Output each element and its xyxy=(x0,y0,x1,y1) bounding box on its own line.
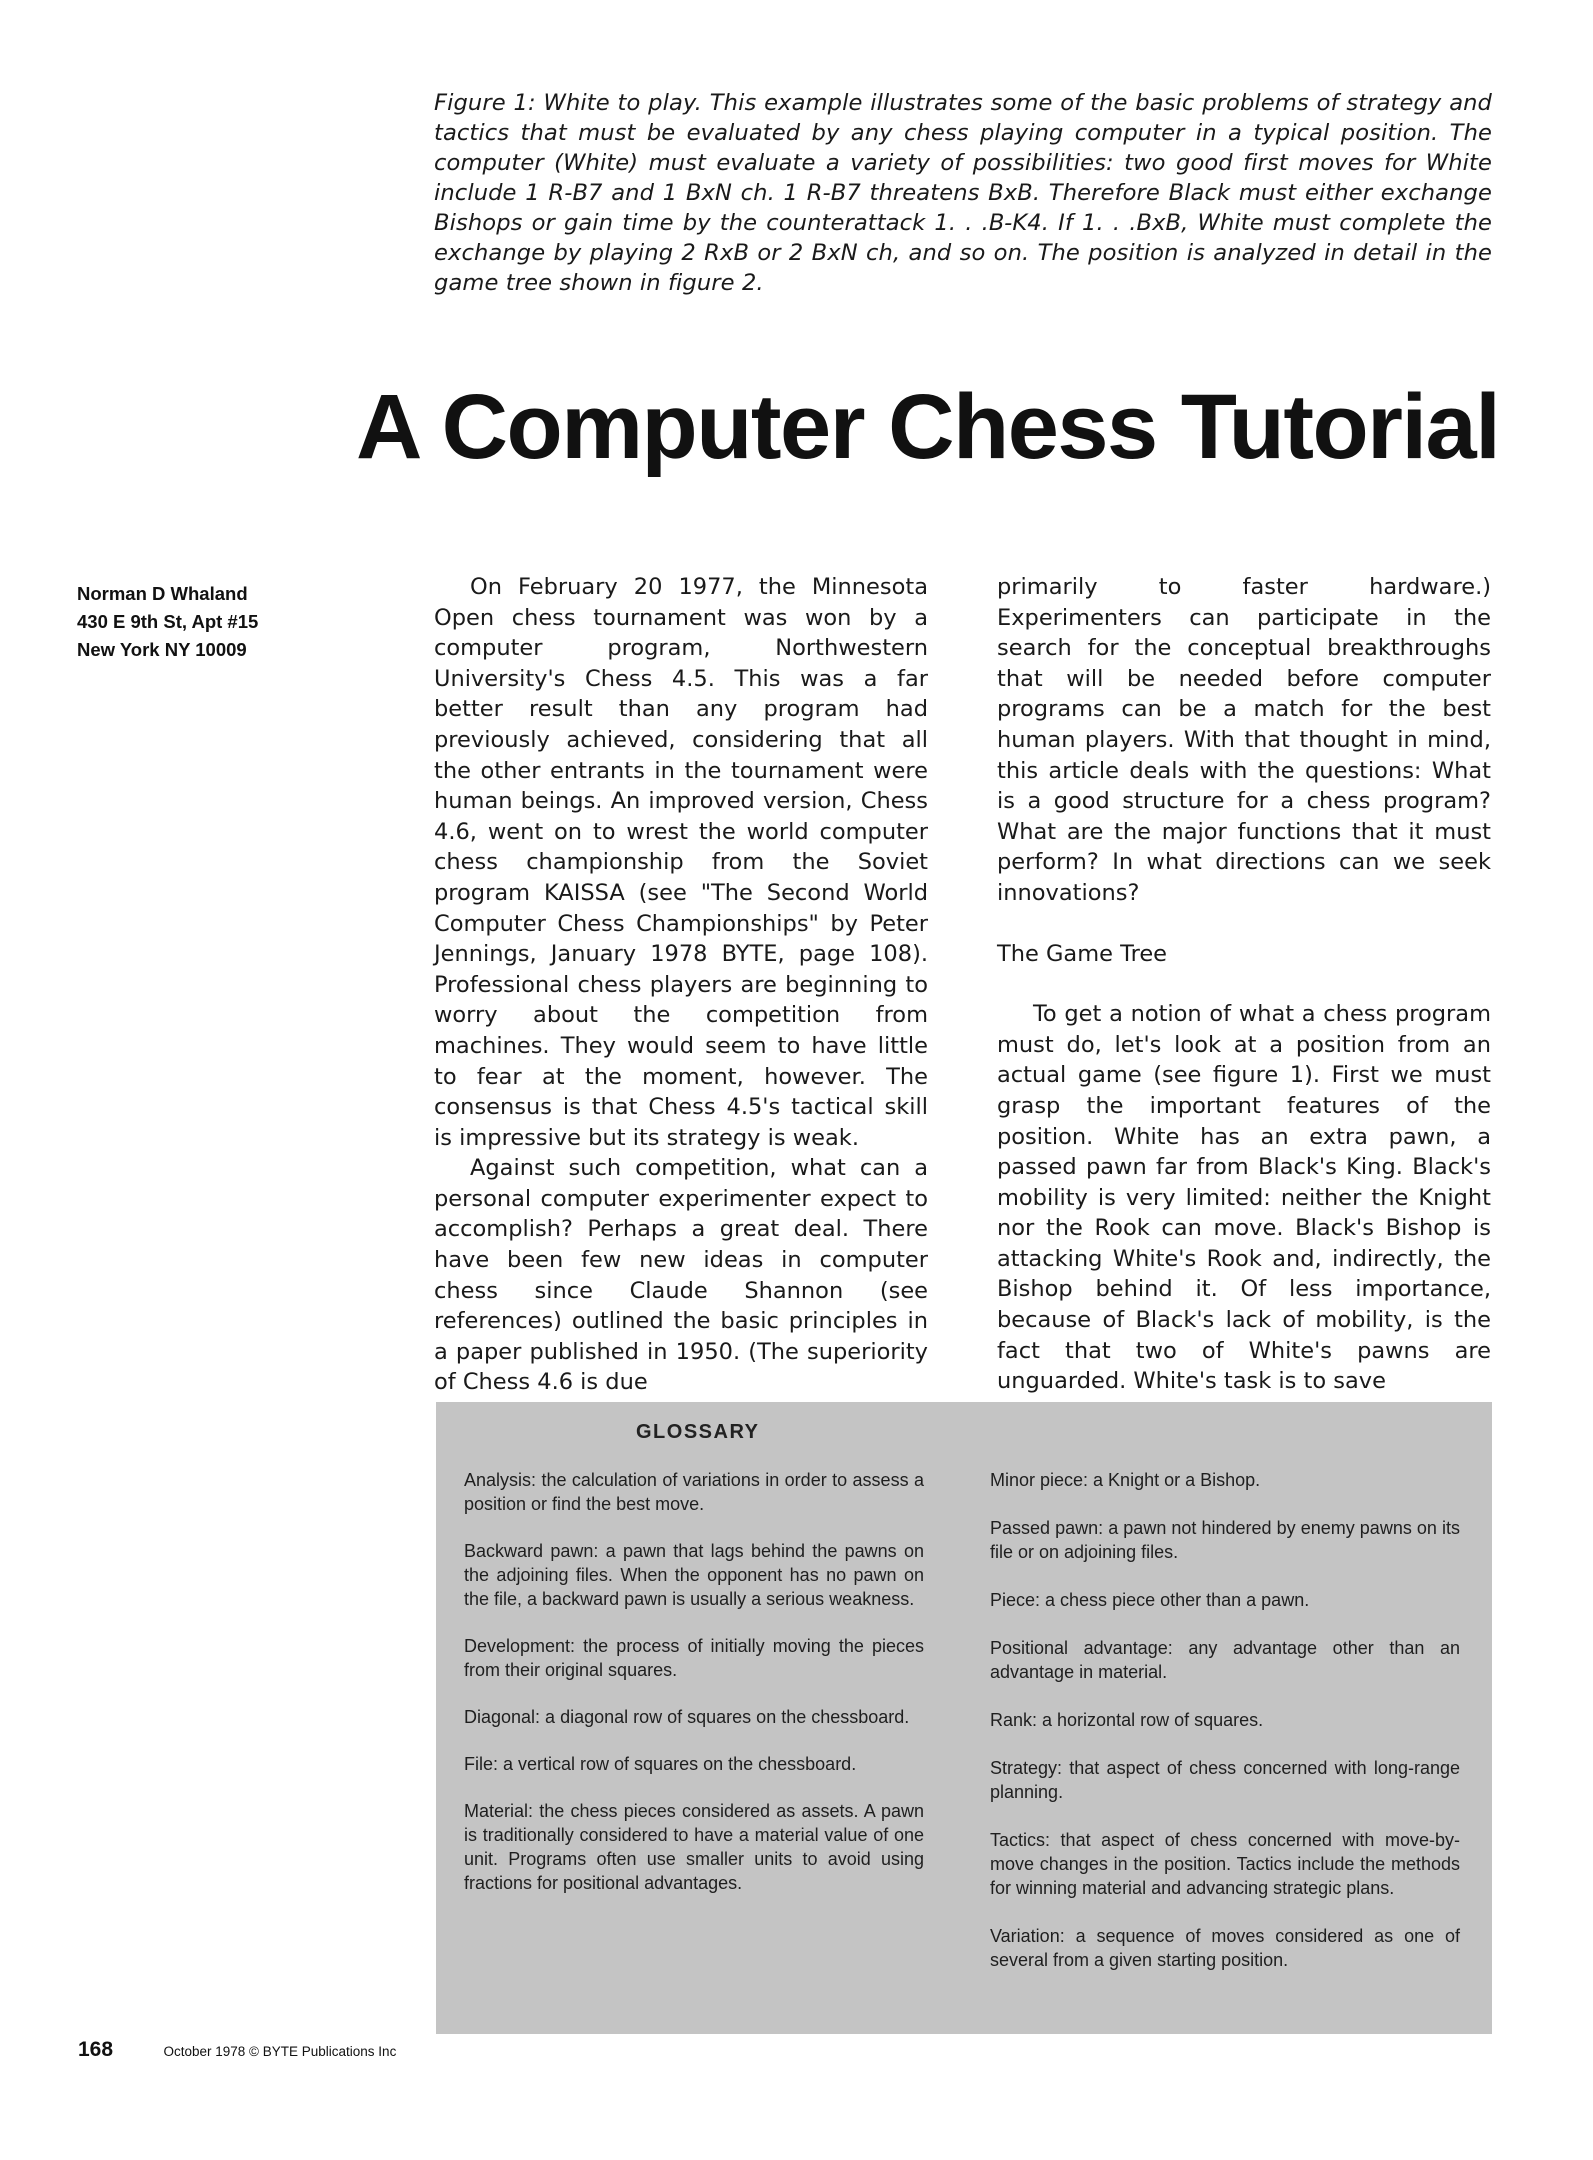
author-address-line-1: 430 E 9th St, Apt #15 xyxy=(77,611,259,632)
body-paragraph: primarily to faster hardware.) Experimenters can participate in the search for the conceptual breakthroughs that will be needed before computer programs can be a match for the best human players. With that thought in mind, this article deals with the questions: What is a good structure for a chess program? What are the major functions that it must perform? In what directions can we seek innovations? xyxy=(997,574,1491,906)
glossary-entry: Positional advantage: any advantage other than an advantage in material. xyxy=(990,1638,1460,1682)
glossary-entry: Variation: a sequence of moves considered as one of several from a given starting position. xyxy=(990,1926,1460,1970)
author-name: Norman D Whaland xyxy=(77,583,248,604)
body-column-left xyxy=(434,572,928,1398)
glossary-title: GLOSSARY xyxy=(636,1421,760,1443)
figure-caption: Figure 1: White to play. This example illustrates some of the basic problems of strategy and tactics that must be evaluated by any chess playing computer in a typical position. The computer (White) must evaluate a variety of possibilities: two good first moves for White include 1 R-B7 and 1 BxN ch. 1 R-B7 threatens BxB. Therefore Black must either exchange Bishops or gain time by the counterattack 1. . .B-K4. If 1. . .BxB, White must complete the exchange by playing 2 RxB or 2 BxN ch, and so on. The position is analyzed in detail in the game tree shown in figure 2. xyxy=(434,90,1492,296)
glossary-column-left xyxy=(464,1468,924,1918)
glossary-entry: Piece: a chess piece other than a pawn. xyxy=(990,1590,1310,1610)
glossary-box xyxy=(436,1402,1492,2034)
author-address-line-2: New York NY 10009 xyxy=(77,639,247,660)
glossary-entry: Backward pawn: a pawn that lags behind the pawns on the adjoining files. When the opponent has no pawn on the file, a backward pawn is usually a serious weakness. xyxy=(464,1541,924,1609)
glossary-column-right xyxy=(990,1468,1460,1996)
glossary-entry: Passed pawn: a pawn not hindered by enemy pawns on its file or on adjoining files. xyxy=(990,1518,1460,1562)
glossary-entry: Material: the chess pieces considered as assets. A pawn is traditionally considered to have a material value of one unit. Programs often use smaller units to avoid using fractions for positional advantages. xyxy=(464,1801,924,1893)
glossary-entry: Strategy: that aspect of chess concerned with long-range planning. xyxy=(990,1758,1460,1802)
glossary-entry: Development: the process of initially moving the pieces from their original squares. xyxy=(464,1636,924,1680)
glossary-entry: File: a vertical row of squares on the chessboard. xyxy=(464,1754,857,1774)
glossary-entry: Diagonal: a diagonal row of squares on the chessboard. xyxy=(464,1707,910,1727)
page-footer xyxy=(78,2038,396,2062)
body-paragraph: Against such competition, what can a personal computer experimenter expect to accomplish? Perhaps a great deal. There have been few new ideas in computer chess since Claude Shannon (see references) outlined the basic principles in a paper published in 1950. (The superiority of Chess 4.6 is due xyxy=(434,1155,928,1396)
footer-publication-line: October 1978 © BYTE Publications Inc xyxy=(163,2044,397,2059)
body-paragraph: To get a notion of what a chess program must do, let's look at a position from an actual game (see figure 1). First we must grasp the important features of the position. White has an extra pawn, a passed pawn far from Black's King. Black's mobility is very limited: neither the Knight nor the Rook can move. Black's Bishop is attacking White's Rook and, indirectly, the Bishop behind it. Of less importance, because of Black's lack of mobility, is the fact that two of White's pawns are unguarded. White's task is to save xyxy=(997,1001,1491,1395)
body-column-right xyxy=(997,572,1491,1397)
glossary-entry: Rank: a horizontal row of squares. xyxy=(990,1710,1264,1730)
section-heading: The Game Tree xyxy=(997,940,1168,967)
article-title: A Computer Chess Tutorial xyxy=(356,376,1500,478)
author-byline xyxy=(77,580,337,664)
glossary-entry: Analysis: the calculation of variations in order to assess a position or find the best move. xyxy=(464,1470,924,1514)
glossary-entry: Minor piece: a Knight or a Bishop. xyxy=(990,1470,1261,1490)
glossary-entry: Tactics: that aspect of chess concerned with move-by-move changes in the position. Tactics include the methods for winning material and advancing strategic plans. xyxy=(990,1830,1460,1898)
page-number: 168 xyxy=(78,2038,114,2061)
body-paragraph: On February 20 1977, the Minnesota Open chess tournament was won by a computer program, Northwestern University's Chess 4.5. This was a far better result than any program had previously achieved, considering that all the other entrants in the tournament were human beings. An improved version, Chess 4.6, went on to wrest the world computer chess championship from the Soviet program KAISSA (see "The Second World Computer Chess Championships" by Peter Jennings, January 1978 BYTE, page 108). Professional chess players are beginning to worry about the competition from machines. They would seem to have little to fear at the moment, however. The consensus is that Chess 4.5's tactical skill is impressive but its strategy is weak. xyxy=(434,574,928,1151)
